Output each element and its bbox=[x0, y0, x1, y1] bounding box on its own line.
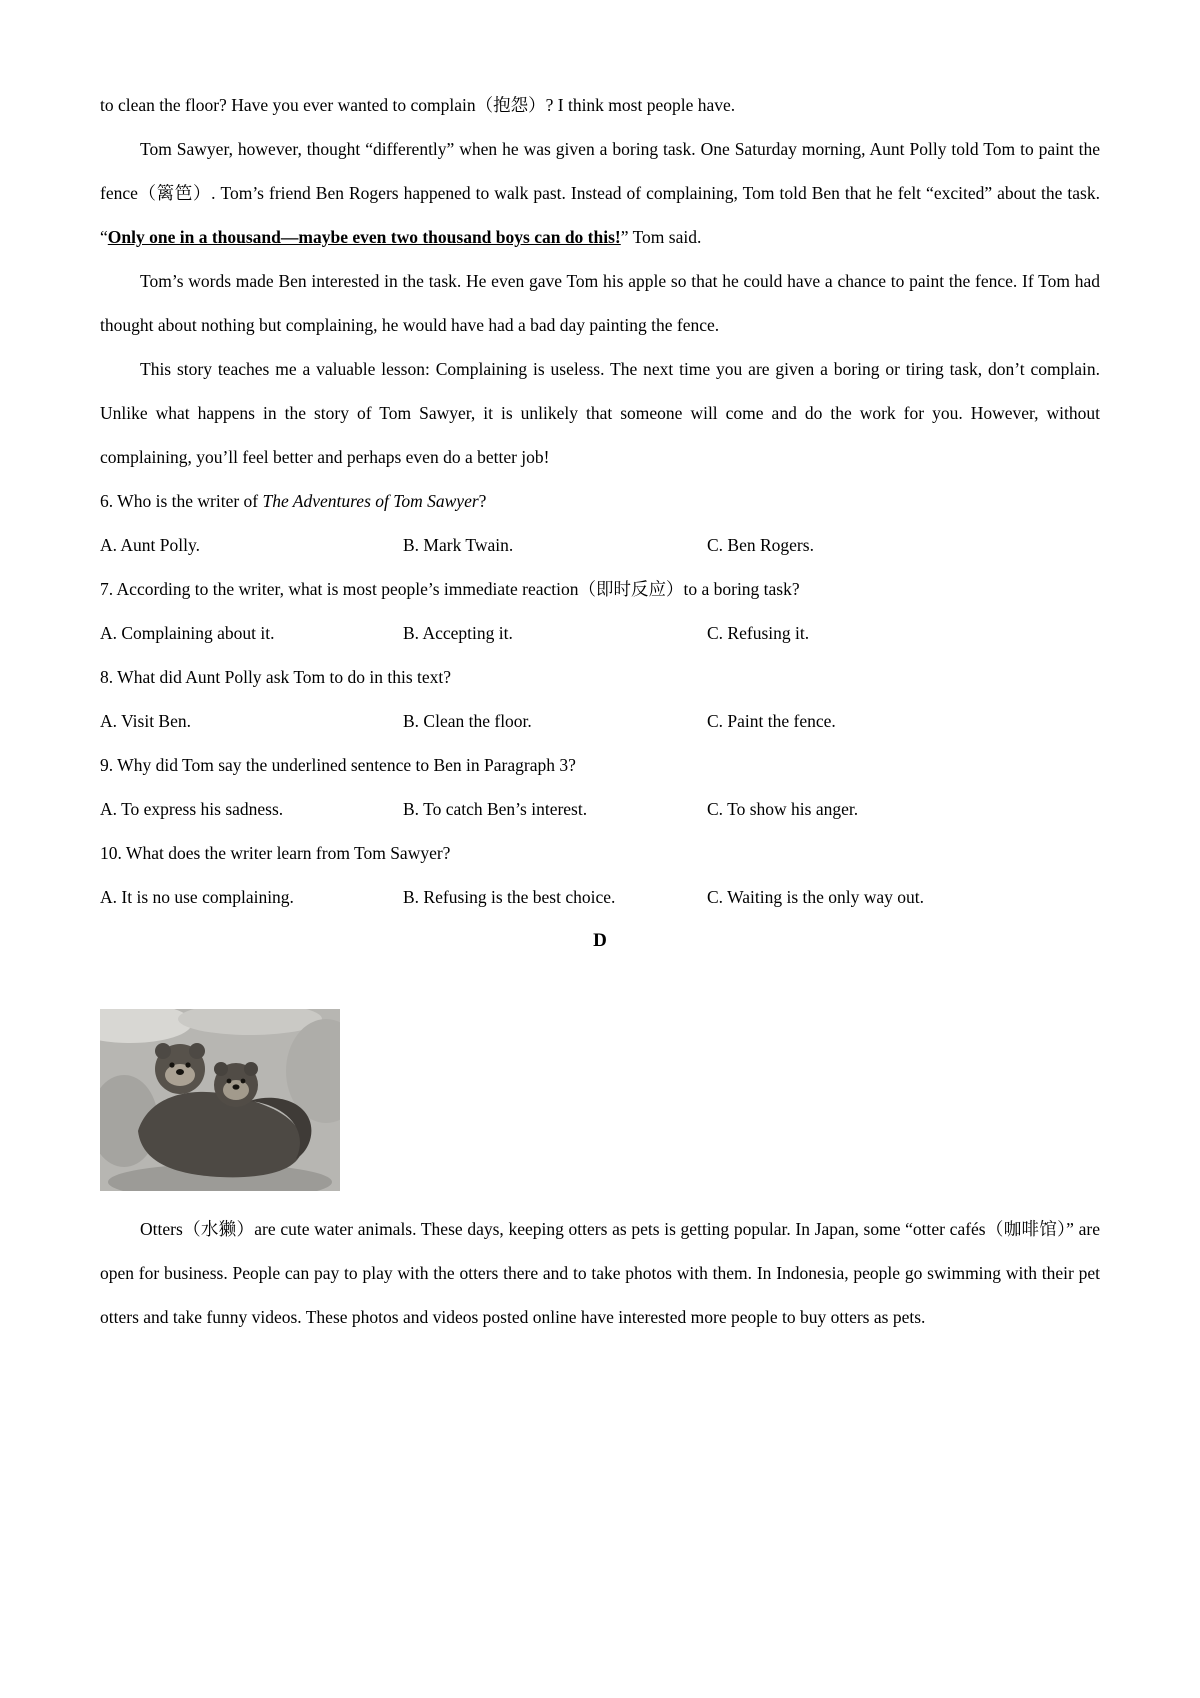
question-10-option-b: B. Refusing is the best choice. bbox=[403, 887, 616, 907]
question-9-options bbox=[100, 787, 1100, 831]
question-9-option-c: C. To show his anger. bbox=[707, 799, 859, 819]
question-6-option-b: B. Mark Twain. bbox=[403, 535, 514, 555]
question-10-text: 10. What does the writer learn from Tom Sawyer? bbox=[100, 843, 451, 863]
question-8-options bbox=[100, 699, 1100, 743]
paragraph-otters: Otters（水獭）are cute water animals. These days, keeping otters as pets is getting popular. In Japan, some “otter cafés（咖啡馆）” are open for business. People can pay to play with the otters there and to take photos with them. In Indonesia, people go swimming with their pet otters and take funny videos. These photos and videos posted online have interested more people to buy otters as pets. bbox=[100, 1219, 1100, 1327]
question-8-option-c: C. Paint the fence. bbox=[707, 711, 836, 731]
question-6-text bbox=[100, 479, 1100, 523]
question-7-options bbox=[100, 611, 1100, 655]
paragraph-bens-reaction: Tom’s words made Ben interested in the task. He even gave Tom his apple so that he could have a chance to paint the fence. If Tom had thought about nothing but complaining, he would have had a bad day painting the fence. bbox=[100, 271, 1100, 335]
question-7-option-a: A. Complaining about it. bbox=[100, 623, 275, 643]
question-9-text: 9. Why did Tom say the underlined sentence to Ben in Paragraph 3? bbox=[100, 755, 576, 775]
question-10-option-c: C. Waiting is the only way out. bbox=[707, 887, 925, 907]
paragraph-2-text-before: Tom Sawyer, however, thought “differently” when he was given a boring task. One Saturday morning, Aunt Polly told Tom to paint the fence（篱笆）. Tom’s friend Ben Rogers happened to walk past. Instead of complaining, Tom told Ben that he felt “excited” about the task. “ bbox=[100, 139, 1100, 247]
question-9 bbox=[100, 743, 1100, 831]
question-7-option-b: B. Accepting it. bbox=[403, 623, 513, 643]
question-8-option-a: A. Visit Ben. bbox=[100, 711, 191, 731]
paragraph-continuation: to clean the floor? Have you ever wanted to complain（抱怨）? I think most people have. bbox=[100, 95, 736, 115]
question-7 bbox=[100, 567, 1100, 655]
question-8-option-b: B. Clean the floor. bbox=[403, 711, 532, 731]
question-6-text-after: ? bbox=[478, 491, 487, 511]
paragraph-lesson: This story teaches me a valuable lesson: Complaining is useless. The next time you are given a boring or tiring task, don’t complain. Unlike what happens in the story of Tom Sawyer, it is unlikely that someone will come and do the work for you. However, without complaining, you’ll feel better and perhaps even do a better job! bbox=[100, 359, 1100, 467]
question-6-option-a: A. Aunt Polly. bbox=[100, 535, 200, 555]
paragraph-2-text-after: ” Tom said. bbox=[620, 227, 702, 247]
section-d-header: D bbox=[593, 930, 607, 951]
question-9-option-b: B. To catch Ben’s interest. bbox=[403, 799, 588, 819]
question-6-option-c: C. Ben Rogers. bbox=[707, 535, 814, 555]
underlined-quote-sentence: Only one in a thousand—maybe even two thousand boys can do this! bbox=[107, 227, 621, 247]
otters-image bbox=[100, 1009, 340, 1191]
question-7-option-c: C. Refusing it. bbox=[707, 623, 810, 643]
question-10-options bbox=[100, 875, 1100, 919]
question-8-text: 8. What did Aunt Polly ask Tom to do in this text? bbox=[100, 667, 452, 687]
question-9-option-a: A. To express his sadness. bbox=[100, 799, 284, 819]
question-6-text-before: 6. Who is the writer of bbox=[100, 491, 263, 511]
question-10 bbox=[100, 831, 1100, 919]
question-6-options bbox=[100, 523, 1100, 567]
question-7-text: 7. According to the writer, what is most people’s immediate reaction（即时反应）to a boring task? bbox=[100, 579, 800, 599]
question-8 bbox=[100, 655, 1100, 743]
otters-photo bbox=[100, 1009, 340, 1191]
question-6-book-title: The Adventures of Tom Sawyer bbox=[262, 491, 479, 511]
question-10-option-a: A. It is no use complaining. bbox=[100, 887, 294, 907]
question-6 bbox=[100, 479, 1100, 567]
paragraph-tom-sawyer-story bbox=[100, 127, 1100, 259]
